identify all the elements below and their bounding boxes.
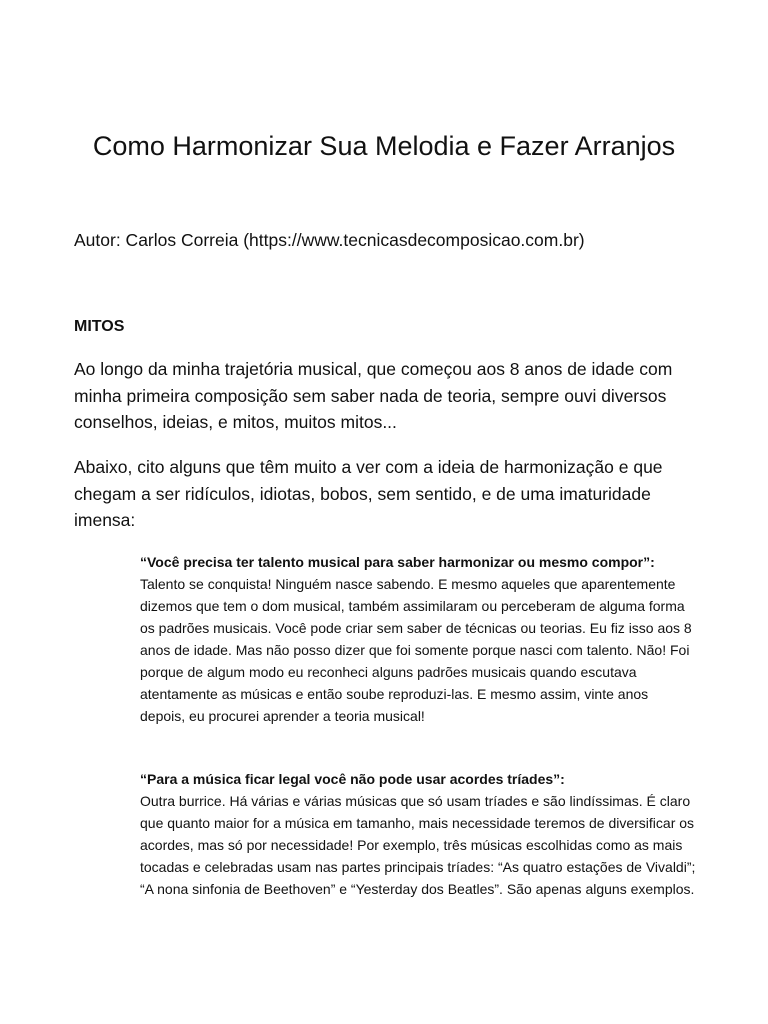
myth-heading: “Para a música ficar legal você não pode usar acordes tríades”: xyxy=(140,771,565,787)
myth-block xyxy=(140,551,696,727)
myth-text: Talento se conquista! Ninguém nasce sabendo. E mesmo aqueles que aparentemente dizemos que tem o dom musical, também assimilaram ou perceberam de alguma forma os padrões musicais. Você pode criar sem saber de técnicas ou teorias. Eu fiz isso aos 8 anos de idade. Mas não posso dizer que foi somente porque nasci com talento. Não! Foi porque de algum modo eu reconheci alguns padrões musicais quando escutava atentamente as músicas e então soube reproduzi-las. E mesmo assim, vinte anos depois, eu procurei aprender a teoria musical! xyxy=(140,576,692,724)
document-title: Como Harmonizar Sua Melodia e Fazer Arranjos xyxy=(92,131,676,161)
myth-block xyxy=(140,768,696,900)
body-paragraph: Ao longo da minha trajetória musical, que começou aos 8 anos de idade com minha primeira composição sem saber nada de teoria, sempre ouvi diversos conselhos, ideias, e mitos, muitos mitos... xyxy=(74,359,673,432)
section-heading: MITOS xyxy=(74,318,125,335)
author-line: Autor: Carlos Correia (https://www.tecnicasdecomposicao.com.br) xyxy=(74,230,585,250)
body-paragraph: Abaixo, cito alguns que têm muito a ver com a ideia de harmonização e que chegam a ser ridículos, idiotas, bobos, sem sentido, e de uma imaturidade imensa: xyxy=(74,457,663,530)
myth-heading: “Você precisa ter talento musical para saber harmonizar ou mesmo compor”: xyxy=(140,554,655,570)
myth-text: Outra burrice. Há várias e várias músicas que só usam tríades e são lindíssimas. É claro que quanto maior for a música em tamanho, mais necessidade teremos de diversificar os acordes, mas só por necessidade! Por exemplo, três músicas escolhidas como as mais tocadas e celebradas usam nas partes principais tríades: “As quatro estações de Vivaldi”; “A nona sinfonia de Beethoven” e “Yesterday dos Beatles”. São apenas alguns exemplos. xyxy=(140,793,696,897)
